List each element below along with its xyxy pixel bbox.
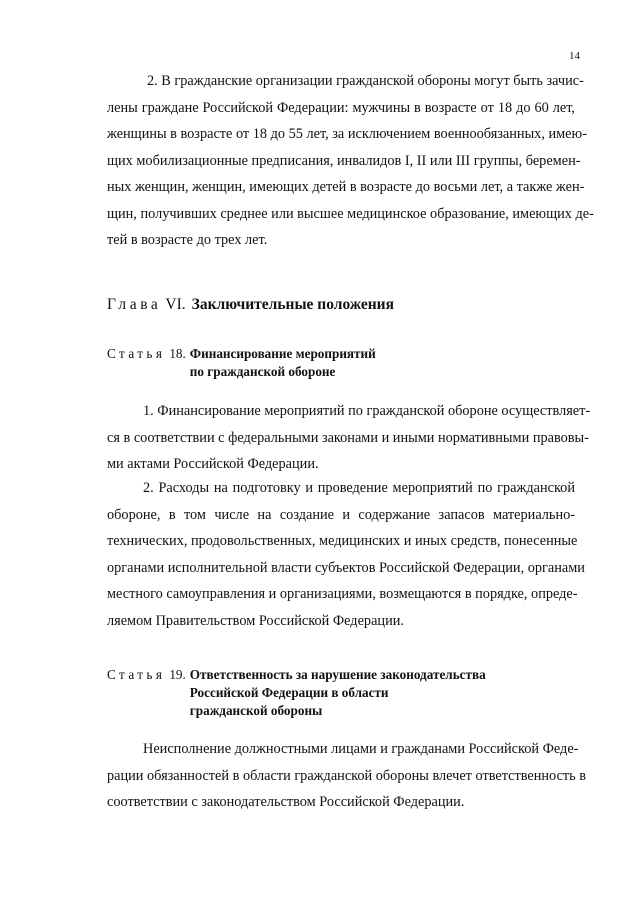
paragraph-line: ных женщин, женщин, имеющих детей в возрасте до восьми лет, а также жен- [107, 179, 585, 195]
paragraph-line: технических, продовольственных, медицинских и иных средств, понесенные [107, 533, 578, 549]
paragraph-line: щин, получивших среднее или высшее медицинское образование, имеющих де- [107, 205, 594, 222]
article-label: Статья [107, 667, 166, 682]
article-title-line: Финансирование мероприятий [189, 346, 376, 361]
article-title-line: гражданской обороны [189, 703, 323, 718]
chapter-heading [107, 296, 394, 314]
paragraph-line: рации обязанностей в области гражданской обороны влечет ответственность в [107, 767, 587, 784]
paragraph-line: Неисполнение должностными лицами и гражданами Российской Феде- [143, 741, 579, 757]
page-number: 14 [569, 50, 580, 62]
paragraph-line: органами исполнительной власти субъектов Российской Федерации, органами [107, 559, 585, 576]
paragraph-line: щих мобилизационные предписания, инвалидов I, II или III группы, беремен- [107, 152, 581, 169]
paragraph-19 [107, 736, 587, 816]
paragraph-line: 1. Финансирование мероприятий по гражданской обороне осуществляет- [143, 403, 591, 419]
article-number: 18. [169, 346, 186, 361]
paragraph-line: соответствии с законодательством Российской Федерации. [107, 794, 465, 810]
paragraph-line: ся в соответствии с федеральными законами и иными нормативными правовы- [107, 429, 589, 446]
paragraph-18-2 [107, 475, 585, 634]
chapter-label: Глава [107, 296, 162, 313]
article-18-heading [107, 345, 376, 381]
article-label: Статья [107, 346, 166, 361]
chapter-number: VI. [165, 296, 186, 313]
article-title [190, 345, 376, 381]
chapter-title: Заключительные положения [191, 296, 394, 313]
paragraph-line: тей в возрасте до трех лет. [107, 232, 268, 248]
article-title-line: Ответственность за нарушение законодательства [189, 667, 486, 682]
paragraph-line: 2. В гражданские организации гражданской обороны могут быть зачис- [147, 73, 584, 89]
paragraph-line: женщины в возрасте от 18 до 55 лет, за исключением военнообязанных, имею- [107, 126, 587, 142]
article-19-heading [107, 666, 486, 720]
paragraph-line: ми актами Российской Федерации. [107, 456, 319, 472]
article-number: 19. [169, 667, 186, 682]
article-title [190, 666, 486, 720]
article-title-line: Российской Федерации в области [189, 685, 389, 700]
paragraph-line: местного самоуправления и организациями, возмещаются в порядке, опреде- [107, 586, 578, 602]
paragraph-civil-defense-organizations [107, 68, 594, 254]
paragraph-18-1 [107, 398, 591, 478]
paragraph-line: 2. Расходы на подготовку и проведение мероприятий по гражданской [143, 480, 575, 496]
paragraph-line: ляемом Правительством Российской Федерации. [107, 612, 404, 629]
paragraph-line: обороне, в том числе на создание и содержание запасов материально- [107, 506, 575, 523]
article-title-line: по гражданской обороне [189, 364, 336, 379]
paragraph-line: лены граждане Российской Федерации: мужчины в возрасте от 18 до 60 лет, [107, 99, 575, 116]
